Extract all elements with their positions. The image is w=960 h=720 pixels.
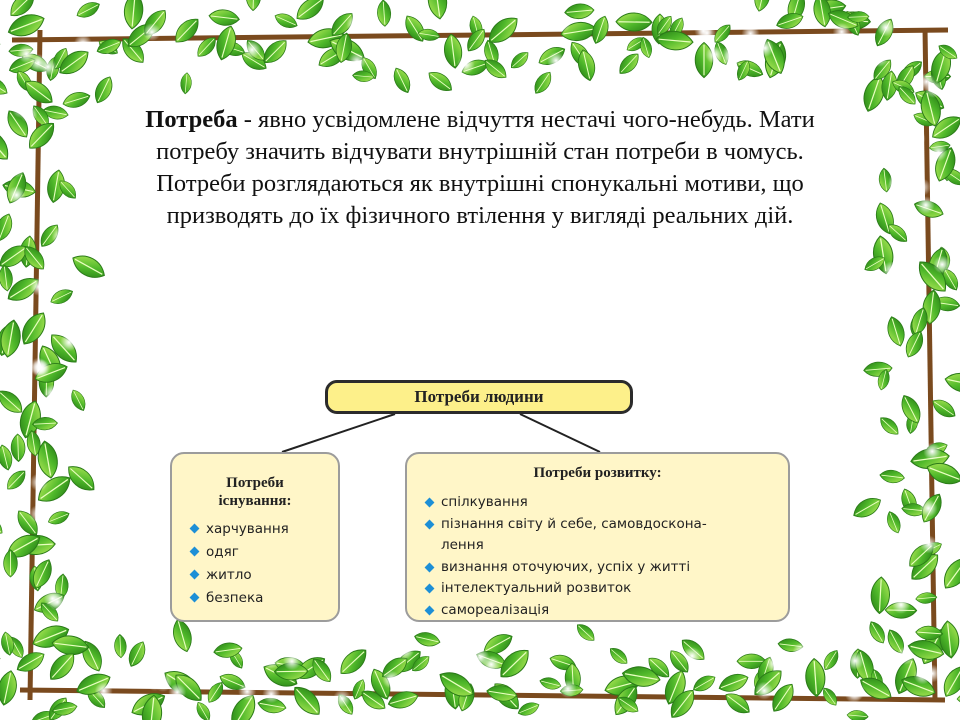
- leaf-icon: [722, 689, 754, 718]
- leaf-icon: [564, 3, 595, 20]
- list-item: самореалізація: [425, 600, 788, 622]
- leaf-icon: [847, 710, 869, 720]
- sparkle-icon: [262, 685, 280, 703]
- sparkle-icon: [505, 38, 523, 56]
- sparkle-icon: [914, 666, 932, 684]
- list-item: пізнання світу й себе, самовдоскона- лення: [425, 514, 788, 557]
- leaf-icon: [377, 0, 392, 27]
- diamond-bullet-icon: [190, 570, 200, 580]
- sparkle-icon: [382, 671, 400, 689]
- leaf-icon: [180, 72, 192, 94]
- development-needs-list: [425, 492, 788, 621]
- sparkle-icon: [934, 417, 952, 435]
- leaf-icon: [884, 509, 903, 535]
- leaf-icon: [943, 370, 960, 395]
- sparkle-icon: [887, 40, 905, 58]
- leaf-icon: [752, 0, 773, 13]
- leaf-icon: [425, 67, 456, 95]
- sparkle-icon: [396, 642, 414, 660]
- sparkle-icon: [925, 80, 943, 98]
- definition-text: [110, 104, 850, 232]
- sparkle-icon: [472, 648, 490, 666]
- sparkle-icon: [30, 278, 48, 296]
- leaf-icon: [401, 12, 429, 45]
- leaf-icon: [74, 0, 102, 21]
- sparkle-icon: [12, 100, 30, 118]
- leaf-icon: [0, 651, 3, 676]
- leaf-icon: [48, 286, 75, 308]
- diamond-bullet-icon: [190, 524, 200, 534]
- sparkle-icon: [756, 39, 774, 57]
- sparkle-icon: [59, 210, 77, 228]
- sparkle-icon: [846, 652, 864, 670]
- leaf-icon: [573, 621, 597, 645]
- existence-needs-title: [172, 474, 338, 510]
- sparkle-icon: [882, 261, 900, 279]
- sparkle-icon: [705, 46, 723, 64]
- leaf-icon: [0, 211, 16, 243]
- leaf-icon: [0, 669, 20, 707]
- leaf-icon: [0, 31, 2, 50]
- sparkle-icon: [694, 22, 712, 40]
- leaf-icon: [939, 662, 960, 701]
- sparkle-icon: [896, 647, 914, 665]
- leaf-icon: [0, 73, 11, 99]
- leaf-icon: [69, 250, 109, 283]
- sparkle-icon: [333, 689, 351, 707]
- leaf-icon: [61, 89, 92, 111]
- diamond-bullet-icon: [425, 605, 435, 615]
- diamond-bullet-icon: [190, 547, 200, 557]
- sparkle-icon: [877, 19, 895, 37]
- definition-term: Потреба: [145, 106, 238, 133]
- leaf-icon: [390, 65, 414, 96]
- sparkle-icon: [923, 442, 941, 460]
- sparkle-icon: [590, 654, 608, 672]
- leaf-icon: [335, 644, 371, 680]
- existence-needs-panel: [170, 452, 340, 622]
- list-item: визнання оточуючих, успіх у житті: [425, 557, 788, 579]
- list-item: житло: [190, 564, 338, 587]
- leaf-icon: [3, 467, 29, 494]
- sparkle-icon: [917, 196, 935, 214]
- sparkle-icon: [741, 25, 759, 43]
- sparkle-icon: [283, 652, 301, 670]
- sparkle-icon: [766, 654, 784, 672]
- sparkle-icon: [870, 49, 888, 67]
- leaf-icon: [607, 644, 631, 667]
- diamond-bullet-icon: [190, 593, 200, 603]
- leaf-icon: [170, 617, 195, 654]
- leaf-icon: [68, 387, 89, 413]
- leaf-icon: [208, 8, 240, 27]
- sparkle-icon: [30, 473, 48, 491]
- sparkle-icon: [166, 52, 184, 70]
- diamond-bullet-icon: [425, 498, 435, 508]
- leaf-icon: [413, 630, 441, 649]
- sparkle-icon: [74, 34, 92, 52]
- diamond-bullet-icon: [425, 584, 435, 594]
- leaf-icon: [804, 658, 826, 697]
- diamond-bullet-icon: [425, 519, 435, 529]
- root-node: [325, 380, 633, 414]
- leaf-icon: [530, 69, 555, 97]
- leaf-icon: [426, 0, 449, 20]
- leaf-icon: [716, 670, 750, 695]
- sparkle-icon: [908, 129, 926, 147]
- leaf-icon: [616, 13, 652, 32]
- sparkle-icon: [8, 186, 26, 204]
- sparkle-icon: [559, 680, 577, 698]
- leaf-icon: [123, 0, 144, 30]
- leaf-icon: [877, 414, 902, 439]
- leaf-icon: [938, 553, 960, 594]
- sparkle-icon: [108, 14, 126, 32]
- leaf-icon: [866, 619, 889, 646]
- sparkle-icon: [143, 23, 161, 41]
- sparkle-icon: [346, 15, 364, 33]
- sparkle-icon: [348, 53, 366, 71]
- leaf-icon: [538, 675, 562, 691]
- sparkle-icon: [44, 590, 62, 608]
- development-needs-title: Потреби розвитку:: [533, 465, 662, 481]
- leaf-icon: [91, 74, 117, 106]
- sparkle-icon: [929, 143, 947, 161]
- sparkle-icon: [934, 231, 952, 249]
- leaf-icon: [213, 24, 240, 63]
- existence-title-text: Потреби існування:: [218, 475, 292, 509]
- sparkle-icon: [10, 364, 28, 382]
- leaf-icon: [246, 0, 262, 11]
- sparkle-icon: [553, 14, 571, 32]
- list-item: харчування: [190, 518, 338, 541]
- leaf-icon: [11, 434, 26, 462]
- leaf-icon: [850, 493, 884, 522]
- leaf-icon: [690, 672, 718, 695]
- leaf-icon: [957, 692, 960, 705]
- leaf-icon: [170, 14, 203, 48]
- leaf-icon: [292, 0, 328, 25]
- list-item: безпека: [190, 587, 338, 610]
- sparkle-icon: [847, 682, 865, 700]
- sparkle-icon: [43, 385, 61, 403]
- existence-needs-list: [190, 518, 338, 610]
- sparkle-icon: [888, 172, 906, 190]
- sparkle-icon: [31, 360, 49, 378]
- sparkle-icon: [755, 682, 773, 700]
- leaf-icon: [114, 634, 127, 658]
- leaf-icon: [288, 681, 325, 720]
- sparkle-icon: [920, 535, 938, 553]
- sparkle-icon: [154, 674, 172, 692]
- sparkle-icon: [913, 178, 931, 196]
- sparkle-icon: [238, 682, 256, 700]
- sparkle-icon: [95, 682, 113, 700]
- sparkle-icon: [243, 41, 261, 59]
- sparkle-icon: [457, 56, 475, 74]
- definition-body: - явно усвідомлене відчуття нестачі чого-небудь. Мати потребу значить відчувати внутрішній стан потреби в чомусь. Потреби розглядаються як внутрішні спонукальні мотиви, що призводять до їх фізичного втілення у вигляді реальних дій.: [156, 106, 815, 229]
- list-item: інтелектуальний розвиток: [425, 578, 788, 600]
- sparkle-icon: [29, 505, 47, 523]
- leaf-icon: [516, 700, 541, 719]
- sparkle-icon: [60, 333, 78, 351]
- leaf-icon: [0, 514, 6, 538]
- leaf-icon: [615, 50, 643, 78]
- list-item: спілкування: [425, 492, 788, 514]
- sparkle-icon: [262, 651, 280, 669]
- sparkle-icon: [793, 643, 811, 661]
- sparkle-icon: [829, 667, 847, 685]
- leaf-icon: [884, 315, 908, 349]
- sparkle-icon: [722, 50, 740, 68]
- sparkle-icon: [29, 54, 47, 72]
- sparkle-icon: [891, 550, 909, 568]
- sparkle-icon: [683, 647, 701, 665]
- development-needs-panel: [405, 452, 790, 622]
- root-node-label: Потреби людини: [414, 387, 544, 406]
- sparkle-icon: [892, 596, 910, 614]
- sparkle-icon: [933, 256, 951, 274]
- leaf-icon: [879, 469, 905, 484]
- sparkle-icon: [821, 47, 839, 65]
- list-item: одяг: [190, 541, 338, 564]
- sparkle-icon: [136, 662, 154, 680]
- diamond-bullet-icon: [425, 562, 435, 572]
- sparkle-icon: [455, 642, 473, 660]
- sparkle-icon: [833, 23, 851, 41]
- sparkle-icon: [7, 160, 25, 178]
- leaf-icon: [273, 10, 300, 31]
- sparkle-icon: [547, 52, 565, 70]
- sparkle-icon: [52, 227, 70, 245]
- sparkle-icon: [885, 132, 903, 150]
- leaf-icon: [193, 700, 213, 720]
- sparkle-icon: [919, 499, 937, 517]
